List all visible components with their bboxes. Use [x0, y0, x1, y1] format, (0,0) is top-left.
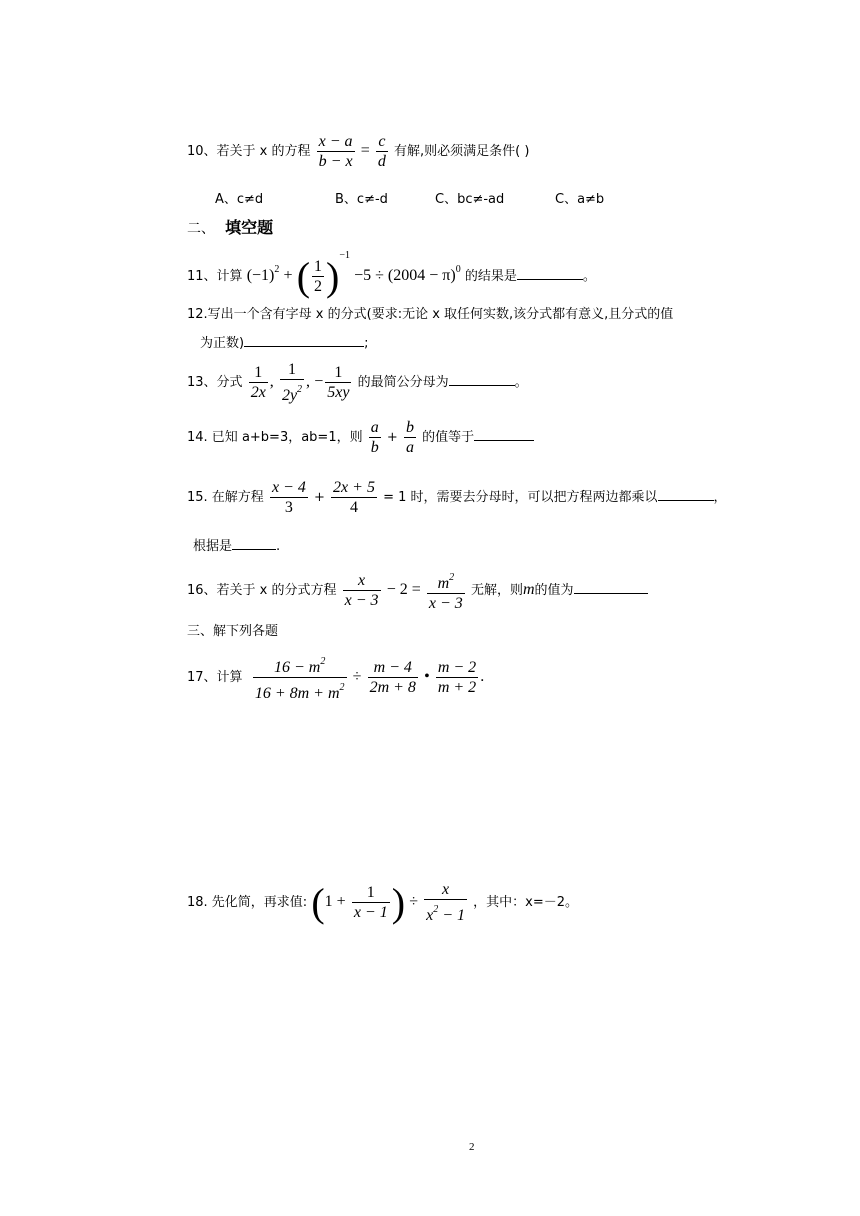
section-2-title: 填空题: [225, 218, 274, 237]
q10-option-b: B、c≠-d: [335, 192, 388, 207]
q15-answer-blank-1[interactable]: [658, 488, 714, 501]
page-number: 2: [469, 1141, 475, 1153]
q10-option-c: C、bc≠-ad: [435, 192, 505, 207]
question-18: 18. 先化简，再求值: (1 + $\frac{1}{x - 1}$ ) ÷ $\frac{x}{x^2 - 1}$ ，其中：x=－2。: [187, 879, 579, 925]
q10-lhs-fraction: $\frac{x - a}{b - x}$: [318, 133, 353, 170]
q10-equals: =: [360, 142, 370, 159]
question-10: [187, 132, 529, 171]
section-3-heading: 三、解下列各题: [187, 624, 279, 639]
q10-prefix: 10、若关于 x 的方程: [187, 144, 311, 159]
q14-answer-blank[interactable]: [474, 428, 534, 441]
q10-option-d: C、a≠b: [555, 192, 605, 207]
q13-answer-blank[interactable]: [449, 373, 515, 386]
question-11: 11、计算 $(-1)^2$ + ( $\frac{1}{2}$ )$^{-1} -5 \div (2004 - \pi)^0$ 的结果是 。: [187, 250, 596, 299]
section-2-heading: [187, 215, 273, 238]
question-16: 16、若关于 x 的分式方程 $\frac{x}{x - 3}$ − 2 = $\frac{m^2}{x - 3}$ 无解，则m的值为: [187, 568, 648, 613]
q10-option-a: A、c≠d: [215, 192, 264, 207]
q15-answer-blank-2[interactable]: [232, 537, 276, 550]
question-15-line-1: 15. 在解方程 $\frac{x - 4}{3}$ + $\frac{2x + 5}{4}$ = 1 时，需要去分母时，可以把方程两边都乘以 ，: [187, 479, 727, 516]
q11-fraction: $\frac{1}{2}$: [314, 258, 323, 295]
question-17: 17、计算 $\frac{16 - m^2}{16 + 8m + m^2}$ ÷ $\frac{m - 4}{2m + 8}$ • $\frac{m - 2}{m + 2}$ .: [187, 652, 484, 703]
q11-answer-blank[interactable]: [517, 267, 583, 280]
q10-rhs-fraction: $\frac{c}{d}$: [377, 133, 386, 170]
question-13: 13、分式 $\frac{1}{2x}$ , $\frac{1}{2y^2}$ , − $\frac{1}{5xy}$ 的最简公分母为 。: [187, 361, 528, 404]
q10-suffix: 有解,则必须满足条件( ): [394, 144, 530, 159]
question-12-line-1: 12.写出一个含有字母 x 的分式(要求:无论 x 取任何实数,该分式都有意义,且分式的值: [187, 307, 674, 322]
question-15-line-2: 根据是 .: [193, 539, 281, 554]
q16-answer-blank[interactable]: [574, 581, 648, 594]
section-2-number: 二、: [187, 221, 215, 237]
q11-prefix: 11、计算: [187, 269, 243, 284]
q12-answer-blank[interactable]: [244, 334, 364, 347]
question-14: 14. 已知 a+b=3，ab=1，则 $\frac{a}{b}$ + $\frac{b}{a}$ 的值等于: [187, 418, 534, 457]
question-12-line-2: 为正数) ;: [200, 336, 369, 351]
